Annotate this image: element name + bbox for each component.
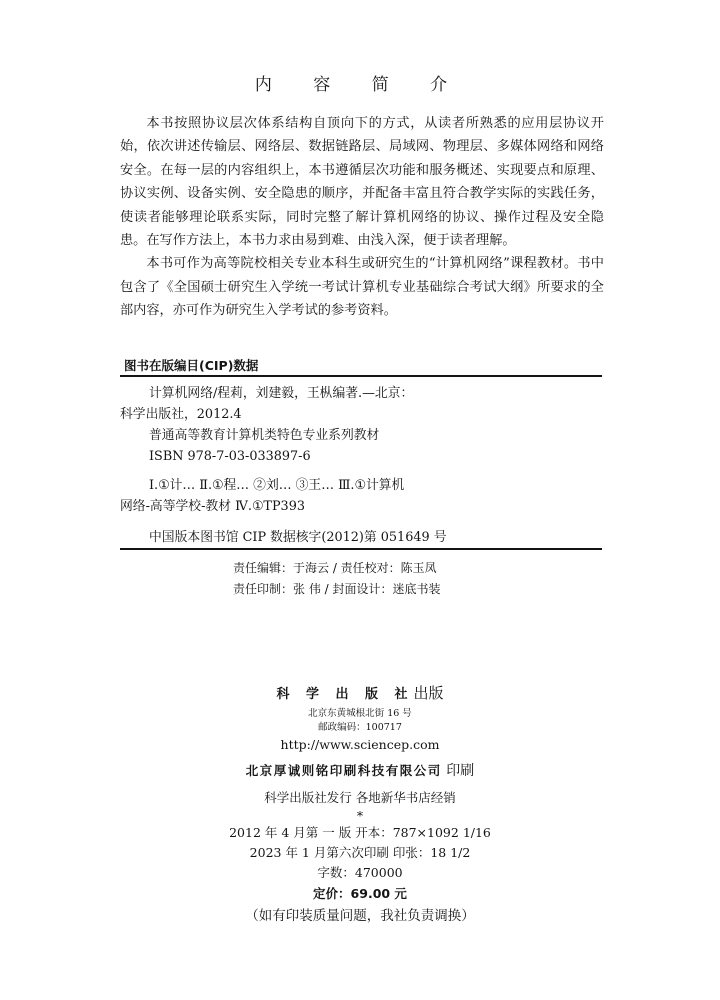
printer-suffix: 印刷 (441, 763, 475, 779)
cip-top-rule (120, 375, 602, 377)
cip-record (120, 383, 600, 548)
staff-credits (233, 558, 441, 600)
distribution-line: 科学出版社发行 各地新华书店经销 (264, 790, 456, 805)
quality-notice: （如有印装质量问题，我社负责调换） (245, 908, 475, 924)
edition-line: 2012 年 4 月第 一 版 开本：787×1092 1/16 (229, 825, 491, 840)
page-title: 内 容 简 介 (254, 75, 466, 95)
staff-line: 责任印制：张 伟 / 封面设计：迷底书装 (233, 582, 441, 596)
publisher-website: http://www.sciencep.com (280, 737, 440, 752)
printer-line (0, 759, 720, 783)
publisher-address: 北京东黄城根北街 16 号 (308, 708, 412, 719)
book-summary (120, 112, 604, 323)
imprint-block (0, 681, 720, 927)
cip-line: 科学出版社，2012.4 (120, 407, 242, 422)
price: 定价：69.00 元 (313, 886, 407, 901)
cip-isbn: ISBN 978-7-03-033897-6 (149, 449, 311, 464)
publisher-postcode: 邮政编码：100717 (318, 722, 402, 733)
summary-paragraph: 本书可作为高等院校相关专业本科生或研究生的“计算机网络”课程教材。书中包含了《全国硕士研究生入学统一考试计算机专业基础综合考试大纲》所要求的全部内容，亦可作为研究生入学考试的参考资料。 (120, 256, 604, 319)
cip-line: 普通高等教育计算机类特色专业系列教材 (149, 428, 380, 443)
word-count: 字数：470000 (317, 865, 403, 880)
separator-star: * (356, 808, 364, 823)
publisher-line (0, 681, 720, 707)
publisher-suffix: 出版 (413, 684, 444, 702)
cip-heading: 图书在版编目(CIP)数据 (124, 358, 259, 373)
cip-line: 计算机网络/程莉，刘建毅，王枞编著.—北京： (149, 386, 414, 401)
publisher-name: 科 学 出 版 社 (276, 687, 414, 702)
summary-paragraph: 本书按照协议层次体系结构自顶向下的方式，从读者所熟悉的应用层协议开始，依次讲述传输层、网络层、数据链路层、局域网、物理层、多媒体网络和网络安全。在每一层的内容组织上，本书遵循层次功能和服务概述、实现要点和原理、协议实例、设备实例、安全隐患的顺序，并配备丰富且符合教学实际的实践任务，使读者能够理论联系实际，同时完整了解计算机网络的协议、操作过程及安全隐患。在写作方法上，本书力求由易到难、由浅入深，便于读者理解。 (120, 116, 604, 249)
cip-bottom-rule (120, 548, 602, 550)
printer-name: 北京厚诚则铭印刷科技有限公司 (245, 763, 442, 778)
cip-number: 中国版本图书馆 CIP 数据核字(2012)第 051649 号 (149, 530, 447, 545)
staff-line: 责任编辑：于海云 / 责任校对：陈玉凤 (233, 561, 437, 575)
cip-spacer (120, 467, 600, 475)
printing-line: 2023 年 1 月第六次印刷 印张：18 1/2 (249, 845, 471, 860)
cip-line: 网络-高等学校-教材 Ⅳ.①TP393 (120, 499, 305, 514)
cip-line: Ⅰ.①计… Ⅱ.①程… ②刘… ③王… Ⅲ.①计算机 (149, 478, 405, 493)
